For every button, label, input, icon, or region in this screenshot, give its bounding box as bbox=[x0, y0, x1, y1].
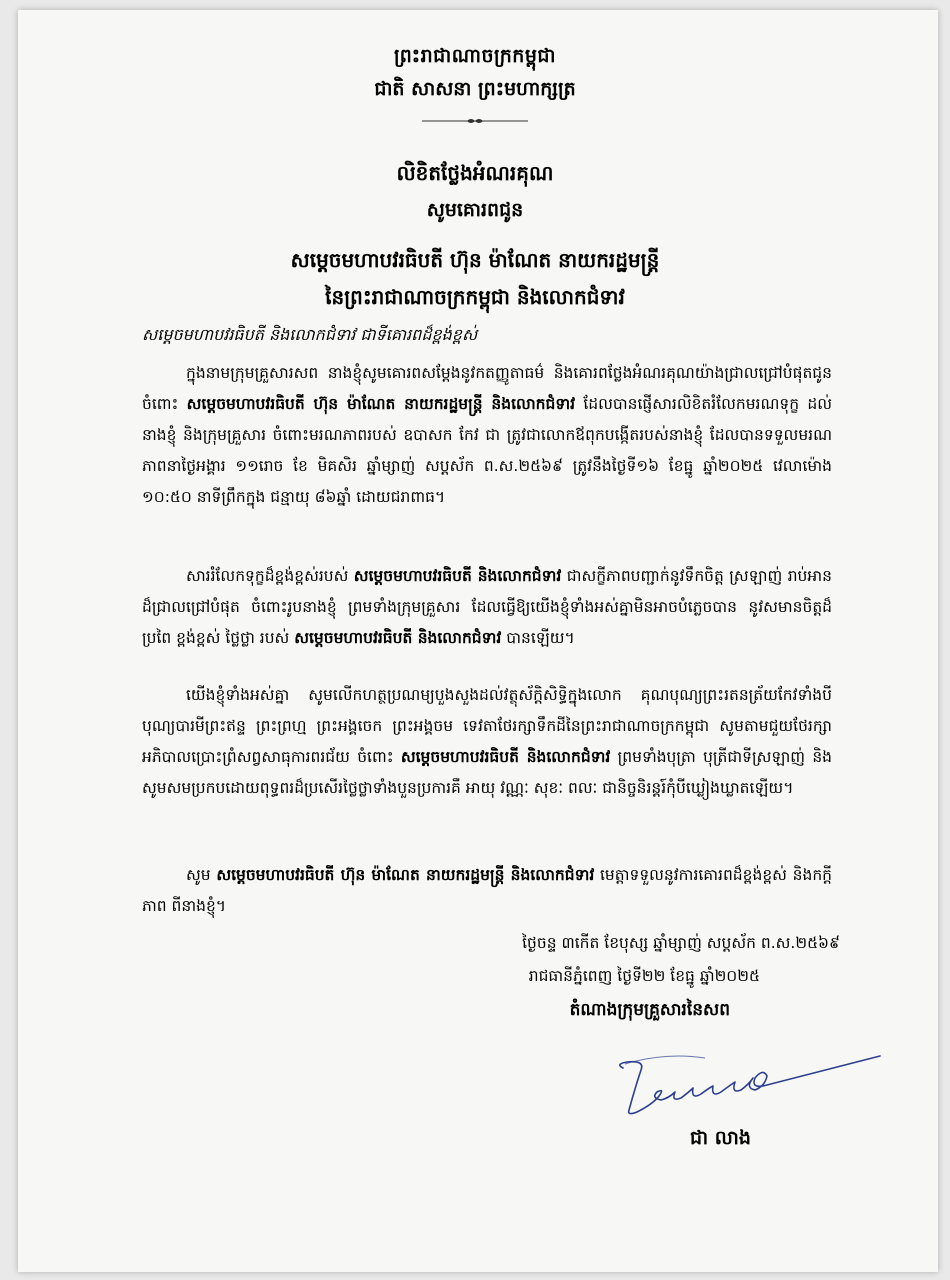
text-run: ព្រមទាំងបុត្រា បុត្រីជាទីស្រឡាញ់ និងសូមសមប្រកបដោយពុទ្ធពរដ៏ប្រសើរថ្លៃថ្លាទាំងបួនប្រការគឺ អាយុ វណ្ណៈ សុខៈ ពលៈ ជានិច្ចនិរន្តរ៍កុំបីឃ្លៀងឃ្លាតឡើយ។ bbox=[142, 748, 833, 797]
salutation: សម្ដេចមហាបវរធិបតី និងលោកជំទាវ ជាទីគោរពដ៏ខ្ពង់ខ្ពស់ bbox=[142, 325, 478, 344]
handwritten-signature bbox=[605, 1048, 885, 1123]
text-run-bold: សម្ដេចមហាបវរធិបតី ហ៊ុន ម៉ាណែត នាយករដ្ឋមន្ត្រី និងលោកជំទាវ bbox=[186, 395, 576, 413]
text-run: សាររំលែកទុក្ខដ៏ខ្ពង់ខ្ពស់របស់ bbox=[186, 567, 354, 585]
text-run: ជាសក្ខីភាពបញ្ជាក់នូវទឹកចិត្ត ស្រឡាញ់ រាប់អានដ៏ជ្រាលជ្រៅបំផុត ចំពោះរូបនាងខ្ញុំ ព្រមទាំងក្រុមគ្រួសារ ដែលធ្វើឱ្យយើងខ្ញុំទាំងអស់គ្នាមិនអាចបំភ្លេចបាន នូវសមានចិត្តដ៏ប្រពៃ ខ្ពង់ខ្ពស់ ថ្លៃថ្លា របស់ bbox=[142, 567, 832, 647]
date-lunar: ថ្ងៃចន្ទ ៣កើត ខែបុស្ស ឆ្នាំម្សាញ់ សប្តស័ក ព.ស.២៥៦៩ bbox=[522, 934, 840, 952]
signer-name: ជា លាង bbox=[690, 1127, 751, 1149]
text-run: បានឡើយ។ bbox=[501, 629, 575, 647]
text-run-bold: សម្ដេចមហាបវរធិបតី និងលោកជំទាវ bbox=[353, 567, 562, 585]
text-run-bold: សម្ដេចមហាបវរធិបតី ហ៊ុន ម៉ាណែត នាយករដ្ឋមន្ត្រី និងលោកជំទាវ bbox=[216, 866, 595, 884]
text-run: យើងខ្ញុំទាំងអស់គ្នា សូមលើកហត្ថប្រណម្យបួងសួងដល់វត្ថុស័ក្តិសិទ្ធិក្នុងលោក គុណបុណ្យព្រះរតនត្រ័យកែវទាំងបី បុណ្យបារមីព្រះឥន្ទ ព្រះព្រហ្ម ព្រះអង្គចេក ព្រះអង្គចម ទេវតាថែរក្សាទឹកដីនៃព្រះរាជាណាចក្រកម្ពុជា សូមតាមជួយថែរក្សា អភិបាលប្រោះព្រំសព្វសាធុការពរជ័យ ចំពោះ bbox=[142, 686, 832, 766]
paragraph-1 bbox=[142, 358, 832, 513]
letter-subtitle: សូមគោរពជូន bbox=[426, 199, 524, 221]
date-place: រាជធានីភ្នំពេញ ថ្ងៃទី២២ ខែធ្នូ ឆ្នាំ២០២៥ bbox=[528, 967, 760, 985]
text-run-bold: សម្ដេចមហាបវរធិបតី និងលោកជំទាវ bbox=[400, 748, 611, 766]
text-run: ដែលបានផ្ញើសារលិខិតរំលែកមរណទុក្ខ ដល់នាងខ្ញុំ និងក្រុមគ្រួសារ ចំពោះមរណភាពរបស់ ឧបាសក កែវ ជា ត្រូវជាលោកឪពុកបង្កើតរបស់នាងខ្ញុំ ដែលបានទទួលមរណភាពនាថ្ងៃអង្គារ ១១រោច ខែ មិគសិរ ឆ្នាំម្សាញ់ សប្តស័ក ព.ស.២៥៦៩ ត្រូវនឹងថ្ងៃទី១៦ ខែធ្នូ ឆ្នាំ២០២៥ វេលាម៉ោង ១០:៥០ នាទីព្រឹកក្នុង ជន្មាយុ ៨៦ឆ្នាំ ដោយជរាពាធ។ bbox=[142, 395, 832, 506]
text-run: សូម bbox=[186, 866, 217, 884]
paragraph-2 bbox=[142, 561, 832, 654]
letter-title: លិខិតថ្លែងអំណរគុណ bbox=[396, 161, 554, 185]
on-behalf-line: តំណាងក្រុមគ្រួសារនៃសព bbox=[569, 1000, 730, 1020]
paragraph-3 bbox=[142, 680, 832, 804]
divider-ornament bbox=[422, 117, 528, 125]
text-run: ក្នុងនាមក្រុមគ្រួសារសព នាងខ្ញុំសូមគោរពសម្ដែងនូវកតញ្ញូតាធម៌ និងគោរពថ្លែងអំណរគុណយ៉ាងជ្រាលជ្រៅបំផុតជូនចំពោះ bbox=[142, 364, 832, 413]
recipient-line-2: នៃព្រះរាជាណាចក្រកម្ពុជា និងលោកជំទាវ bbox=[325, 285, 625, 309]
kingdom-header: ព្រះរាជាណាចក្រកម្ពុជា bbox=[394, 45, 556, 67]
paragraph-4 bbox=[142, 860, 832, 922]
text-run-bold: សម្ដេចមហាបវរធិបតី និងលោកជំទាវ bbox=[294, 629, 502, 647]
recipient-line-1: សម្ដេចមហាបវរធិបតី ហ៊ុន ម៉ាណែត នាយករដ្ឋមន្ត្រី bbox=[290, 248, 660, 272]
text-run: មេត្តាទទួលនូវការគោរពដ៏ខ្ពង់ខ្ពស់ និងកក្ដីភាព ពីនាងខ្ញុំ។ bbox=[142, 866, 832, 915]
national-motto: ជាតិ សាសនា ព្រះមហាក្សត្រ bbox=[374, 78, 576, 100]
